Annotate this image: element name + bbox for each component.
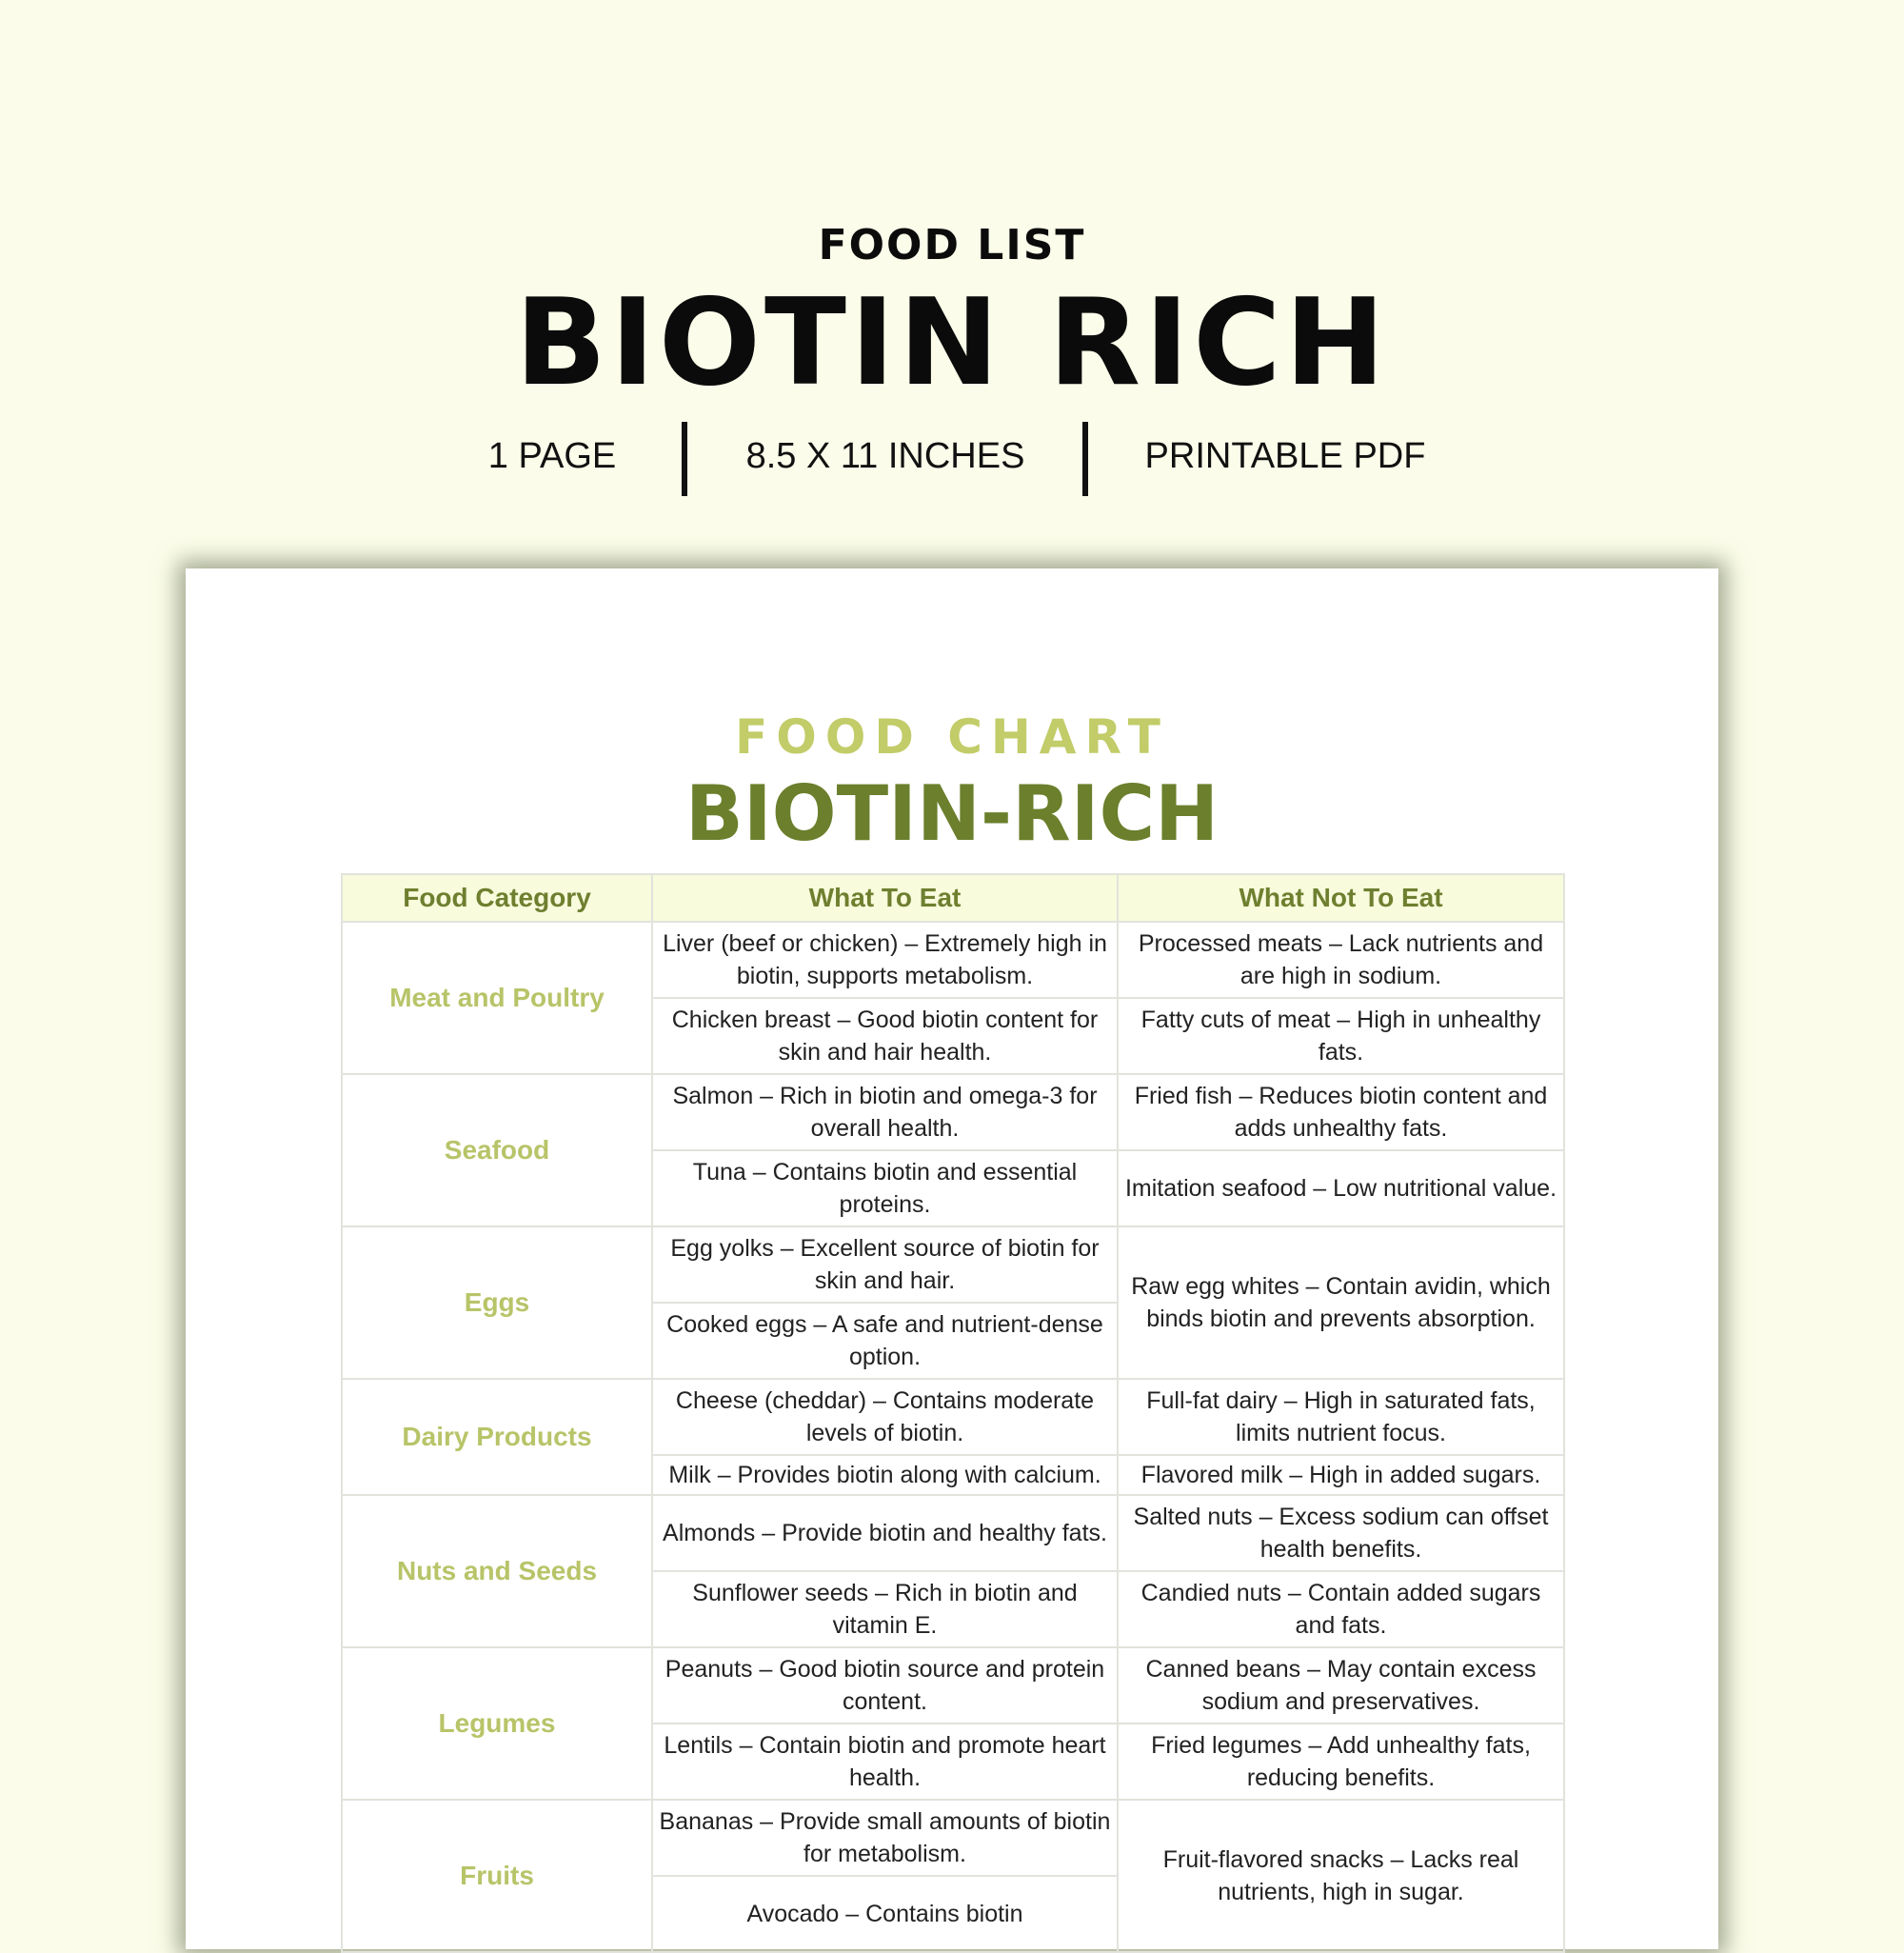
category-cell: Nuts and Seeds	[342, 1495, 652, 1647]
eat-cell: Peanuts – Good biotin source and protein content.	[652, 1647, 1118, 1724]
category-cell: Fruits	[342, 1800, 652, 1952]
eat-cell: Tuna – Contains biotin and essential proteins.	[652, 1150, 1118, 1226]
not-eat-cell: Fried fish – Reduces biotin content and adds unhealthy fats.	[1118, 1074, 1564, 1150]
table-row	[342, 1074, 1564, 1150]
not-eat-cell: Full-fat dairy – High in saturated fats, limits nutrient focus.	[1118, 1379, 1564, 1455]
eat-cell: Liver (beef or chicken) – Extremely high in biotin, supports metabolism.	[652, 922, 1118, 998]
eat-cell: Egg yolks – Excellent source of biotin for skin and hair.	[652, 1226, 1118, 1303]
not-eat-cell: Fatty cuts of meat – High in unhealthy fats.	[1118, 998, 1564, 1074]
table-row	[342, 1226, 1564, 1303]
category-cell: Meat and Poultry	[342, 922, 652, 1074]
not-eat-cell: Raw egg whites – Contain avidin, which binds biotin and prevents absorption.	[1118, 1226, 1564, 1379]
eat-cell: Salmon – Rich in biotin and omega-3 for overall health.	[652, 1074, 1118, 1150]
category-cell: Dairy Products	[342, 1379, 652, 1495]
table-row	[342, 1647, 1564, 1724]
not-eat-cell: Salted nuts – Excess sodium can offset health benefits.	[1118, 1495, 1564, 1571]
eat-cell: Lentils – Contain biotin and promote heart health.	[652, 1724, 1118, 1800]
eat-cell: Milk – Provides biotin along with calcium.	[652, 1455, 1118, 1495]
column-header-not-eat: What Not To Eat	[1118, 874, 1564, 922]
eat-cell: Chicken breast – Good biotin content for skin and hair health.	[652, 998, 1118, 1074]
table-row	[342, 1495, 1564, 1571]
listing-eyebrow: FOOD LIST	[818, 221, 1086, 269]
table-row	[342, 922, 1564, 998]
chart-title: BIOTIN-RICH	[684, 769, 1220, 858]
not-eat-cell: Fruit-flavored snacks – Lacks real nutrients, high in sugar.	[1118, 1800, 1564, 1952]
not-eat-cell: Imitation seafood – Low nutritional value.	[1118, 1150, 1564, 1226]
not-eat-cell: Flavored milk – High in added sugars.	[1118, 1455, 1564, 1495]
chart-eyebrow: FOOD CHART	[735, 709, 1169, 765]
table-row	[342, 1379, 1564, 1455]
category-cell: Legumes	[342, 1647, 652, 1800]
eat-cell: Sunflower seeds – Rich in biotin and vitamin E.	[652, 1571, 1118, 1647]
column-header-eat: What To Eat	[652, 874, 1118, 922]
not-eat-cell: Processed meats – Lack nutrients and are high in sodium.	[1118, 922, 1564, 998]
eat-cell: Bananas – Provide small amounts of biotin for metabolism.	[652, 1800, 1118, 1876]
not-eat-cell: Canned beans – May contain excess sodium and preservatives.	[1118, 1647, 1564, 1724]
document-preview-sheet	[186, 568, 1718, 1949]
eat-cell: Cooked eggs – A safe and nutrient-dense option.	[652, 1303, 1118, 1379]
category-cell: Seafood	[342, 1074, 652, 1226]
eat-cell: Avocado – Contains biotin	[652, 1876, 1118, 1952]
spec-divider	[682, 422, 687, 496]
not-eat-cell: Fried legumes – Add unhealthy fats, reducing benefits.	[1118, 1724, 1564, 1800]
column-header-category: Food Category	[342, 874, 652, 922]
listing-title: BIOTIN RICH	[514, 272, 1389, 412]
not-eat-cell: Candied nuts – Contain added sugars and fats.	[1118, 1571, 1564, 1647]
spec-divider	[1082, 422, 1088, 496]
spec-pages: 1 PAGE	[487, 436, 617, 476]
table-row	[342, 1800, 1564, 1876]
food-table	[341, 873, 1565, 1953]
listing-specs	[0, 419, 1904, 495]
spec-format: PRINTABLE PDF	[1144, 436, 1426, 476]
eat-cell: Cheese (cheddar) – Contains moderate levels of biotin.	[652, 1379, 1118, 1455]
eat-cell: Almonds – Provide biotin and healthy fats.	[652, 1495, 1118, 1571]
category-cell: Eggs	[342, 1226, 652, 1379]
table-header-row	[342, 874, 1564, 922]
spec-size: 8.5 X 11 INCHES	[745, 436, 1025, 476]
